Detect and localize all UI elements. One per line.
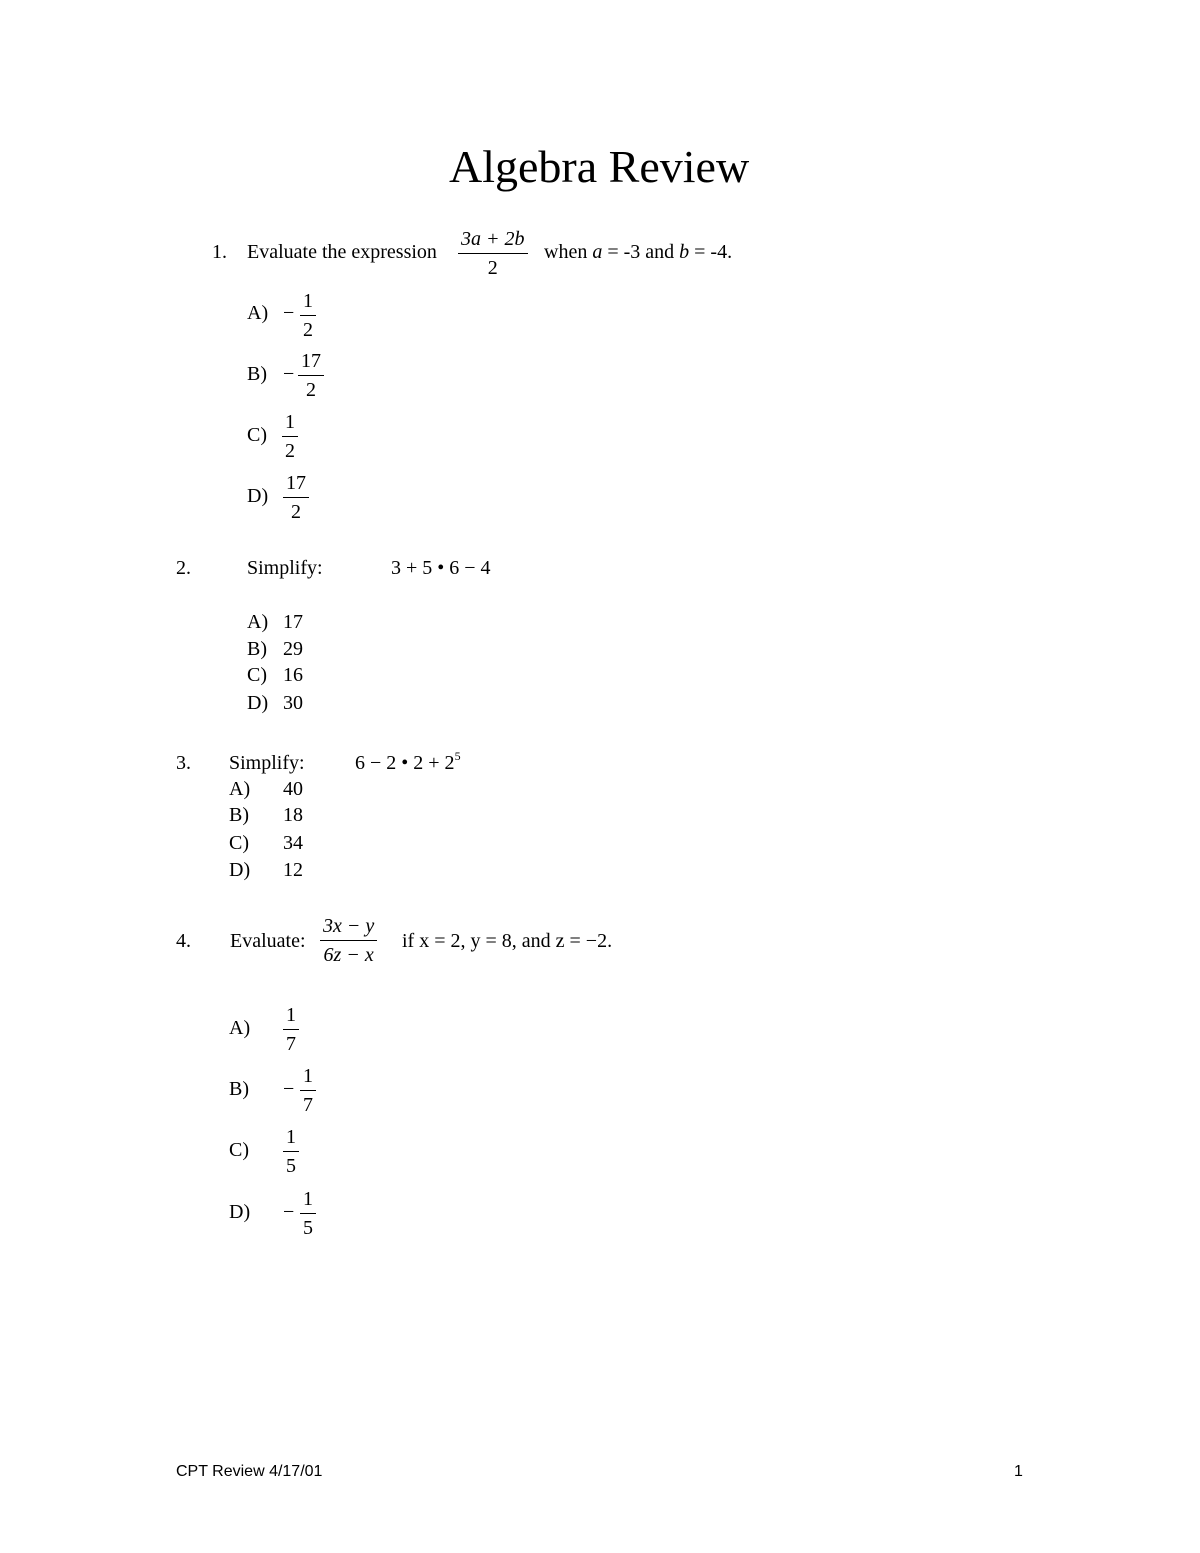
- q1-choice-a-label: A): [247, 302, 269, 324]
- question-1-condition: [544, 241, 732, 264]
- q4-choice-c-label: C): [229, 1139, 249, 1161]
- question-4-numerator: 3x − y: [320, 915, 377, 941]
- a-value: = -3 and: [607, 241, 675, 263]
- q3-choice-c-label: C): [229, 832, 249, 854]
- variable-a: a: [592, 241, 603, 263]
- q4-choice-d-fraction: [300, 1188, 316, 1239]
- q2-choice-c-label: C): [247, 664, 267, 686]
- q4-choice-a-num: 1: [283, 1004, 299, 1030]
- q3-choice-b-value: 18: [283, 804, 303, 826]
- question-4-condition: if x = 2, y = 8, and z = −2.: [402, 930, 613, 952]
- q4-choice-c-num: 1: [283, 1126, 299, 1152]
- q1-choice-a-fraction: [300, 290, 316, 341]
- question-3-expression: [355, 749, 461, 775]
- q1-choice-b-label: B): [247, 363, 267, 385]
- q4-choice-b-den: 7: [303, 1094, 313, 1116]
- question-4-number: 4.: [176, 930, 191, 952]
- q4-choice-c-fraction: [283, 1126, 299, 1177]
- variable-b: b: [679, 241, 690, 263]
- q2-choice-c-value: 16: [283, 664, 303, 686]
- q1-choice-c-den: 2: [285, 440, 295, 462]
- q4-choice-a-fraction: [283, 1004, 299, 1055]
- q1-choice-c-num: 1: [282, 411, 298, 437]
- q1-choice-d-fraction: [283, 472, 309, 523]
- q1-choice-b-den: 2: [306, 379, 316, 401]
- q2-choice-b-label: B): [247, 638, 267, 660]
- q1-choice-a-num: 1: [300, 290, 316, 316]
- q1-choice-b-sign: −: [283, 363, 295, 385]
- q3-choice-d-label: D): [229, 859, 251, 881]
- q1-choice-c-label: C): [247, 424, 267, 446]
- question-4-prompt: Evaluate:: [230, 930, 306, 952]
- q2-choice-d-value: 30: [283, 692, 303, 714]
- q4-choice-b-num: 1: [300, 1065, 316, 1091]
- question-4-denominator: 6z − x: [323, 944, 374, 966]
- q1-choice-d-den: 2: [291, 501, 301, 523]
- q2-choice-a-label: A): [247, 611, 269, 633]
- q4-choice-d-label: D): [229, 1201, 251, 1223]
- q4-choice-c-den: 5: [286, 1155, 296, 1177]
- q2-choice-d-label: D): [247, 692, 269, 714]
- q4-choice-b-label: B): [229, 1078, 249, 1100]
- question-2-number: 2.: [176, 557, 191, 579]
- q4-choice-d-den: 5: [303, 1217, 313, 1239]
- page-title: Algebra Review: [449, 141, 750, 192]
- question-2-prompt: Simplify:: [247, 557, 323, 579]
- q4-choice-b-sign: −: [283, 1078, 295, 1100]
- q2-choice-a-value: 17: [283, 611, 303, 633]
- q3-choice-b-label: B): [229, 804, 249, 826]
- footer-text: CPT Review 4/17/01: [176, 1463, 323, 1480]
- q4-choice-b-fraction: [300, 1065, 316, 1116]
- question-1-expression: [458, 228, 528, 279]
- page-number: 1: [1014, 1463, 1023, 1480]
- q3-choice-c-value: 34: [283, 832, 303, 854]
- q2-choice-b-value: 29: [283, 638, 303, 660]
- q1-choice-a-sign: −: [283, 302, 295, 324]
- q4-choice-a-label: A): [229, 1017, 251, 1039]
- q1-choice-d-label: D): [247, 485, 269, 507]
- question-1-denominator: 2: [487, 257, 498, 279]
- b-value: = -4.: [694, 241, 733, 263]
- q1-choice-a-den: 2: [303, 319, 313, 341]
- q1-choice-b-num: 17: [298, 350, 324, 376]
- q3-choice-d-value: 12: [283, 859, 303, 881]
- question-1-numerator: 3a + 2b: [458, 228, 528, 254]
- question-4-expression: [320, 915, 377, 966]
- q1-choice-d-num: 17: [283, 472, 309, 498]
- question-2-expression: 3 + 5 • 6 − 4: [391, 557, 491, 579]
- q4-choice-a-den: 7: [286, 1033, 296, 1055]
- condition-when: when: [544, 241, 588, 263]
- q1-choice-b-fraction: [298, 350, 324, 401]
- q3-choice-a-value: 40: [283, 778, 303, 800]
- question-1-prompt: Evaluate the expression: [247, 241, 437, 263]
- question-3-prompt: Simplify:: [229, 752, 305, 774]
- q4-choice-d-num: 1: [300, 1188, 316, 1214]
- q4-choice-d-sign: −: [283, 1201, 295, 1223]
- question-3-expression-base: 6 − 2 • 2 + 2: [355, 752, 455, 774]
- question-1-number: 1.: [212, 241, 227, 263]
- q1-choice-c-fraction: [282, 411, 298, 462]
- q3-choice-a-label: A): [229, 778, 251, 800]
- question-3-exponent: 5: [454, 749, 461, 763]
- question-3-number: 3.: [176, 752, 191, 774]
